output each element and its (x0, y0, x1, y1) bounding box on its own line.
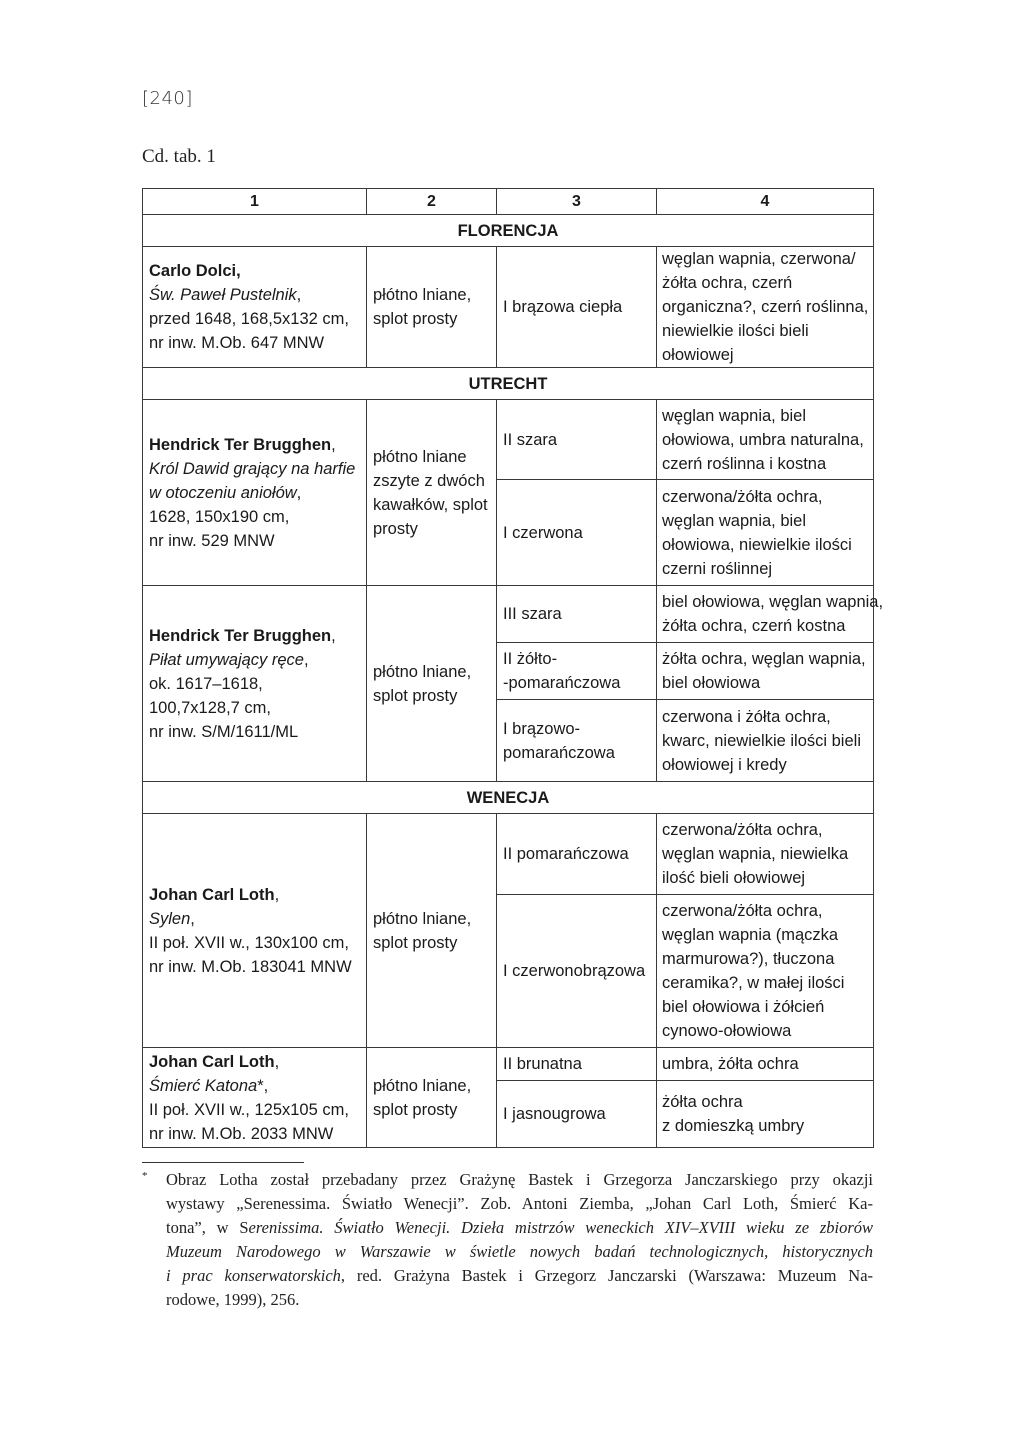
pigment-cell: czerwona i żółta ochra, kwarc, niewielkie ilości bieli ołowiowej i kredy (657, 700, 874, 782)
footnote-line: Muzeum Narodowego w Warszawie w świetle nowych badań technologicznych, historycznych (166, 1242, 873, 1261)
artist-name: Carlo Dolci, (149, 262, 241, 280)
inventory-number: nr inw. M.Ob. 183041 MNW (149, 957, 352, 976)
support-cell: płótno lniane, splot prosty (367, 247, 497, 368)
painting-title: Św. Paweł Pustelnik (149, 286, 297, 304)
table-row (143, 400, 874, 480)
footnote (142, 1168, 873, 1312)
inventory-number: nr inw. M.Ob. 2033 MNW (149, 1124, 334, 1143)
footnote-line: rodowe, 1999), 256. (166, 1290, 300, 1309)
painting-title: Piłat umywający ręce (149, 650, 304, 669)
layer-cell: I jasnougrowa (497, 1081, 657, 1148)
painting-cell: Johan Carl Loth, Śmierć Katona*, II poł. XVII w., 125x105 cm, nr inw. M.Ob. 2033 MNW (143, 1048, 367, 1148)
footnote-line: Obraz Lotha został przebadany przez Grażynę Bastek i Grzegorza Janczarskiego przy okazji (166, 1170, 873, 1189)
painting-cell: Hendrick Ter Brugghen, Król Dawid grający na harfie w otoczeniu aniołów, 1628, 150x190 cm, nr inw. 529 MNW (143, 400, 367, 586)
painting-details: przed 1648, 168,5x132 cm, (149, 310, 349, 328)
section-header-florencja: FLORENCJA (143, 215, 874, 247)
support-cell: płótno lniane, splot prosty (367, 1048, 497, 1148)
inventory-number: nr inw. M.Ob. 647 MNW (149, 334, 325, 352)
table-row (143, 814, 874, 895)
painting-cell: Johan Carl Loth, Sylen, II poł. XVII w., 130x100 cm, nr inw. M.Ob. 183041 MNW (143, 814, 367, 1048)
pigment-cell: czerwona/żółta ochra, węglan wapnia, niewielka ilość bieli ołowiowej (657, 814, 874, 895)
layer-cell: I brązowa ciepła (497, 247, 657, 368)
pigment-cell: czerwona/żółta ochra, węglan wapnia, biel ołowiowa, niewielkie ilości czerni roślinnej (657, 480, 874, 586)
layer-cell: I czerwonobrązowa (497, 895, 657, 1048)
inventory-number: nr inw. S/M/1611/ML (149, 722, 299, 741)
artist-name: Hendrick Ter Brugghen (149, 435, 332, 454)
layer-cell: I czerwona (497, 480, 657, 586)
artist-name: Hendrick Ter Brugghen (149, 626, 332, 645)
painting-details: ok. 1617–1618, (149, 674, 263, 693)
footnote-line: i prac konserwatorskich, red. Grażyna Bastek i Grzegorz Janczarski (Warszawa: Muzeum Na- (166, 1266, 874, 1285)
layer-cell: II szara (497, 400, 657, 480)
pigment-cell: czerwona/żółta ochra, węglan wapnia (mączka marmurowa?), tłuczona ceramika?, w małej ilości biel ołowiowa i żółcień cynowo-ołowiowa (657, 895, 874, 1048)
pigment-cell: biel ołowiowa, węglan wapnia, żółta ochra, czerń kostna (657, 586, 874, 643)
support-cell: płótno lniane, splot prosty (367, 814, 497, 1048)
painting-details: II poł. XVII w., 125x105 cm, (149, 1100, 349, 1119)
artist-name: Johan Carl Loth (149, 885, 275, 904)
support-cell: płótno lniane, splot prosty (367, 586, 497, 782)
painting-cell: Carlo Dolci, Św. Paweł Pustelnik, przed 1648, 168,5x132 cm, nr inw. M.Ob. 647 MNW (143, 247, 367, 368)
header-row (143, 189, 874, 215)
column-header-3: 3 (497, 189, 657, 215)
layer-cell: I brązowo- pomarańczowa (497, 700, 657, 782)
footnote-marker: * (142, 1170, 148, 1182)
footnote-line: tona”, w Serenissima. Światło Wenecji. Dzieła mistrzów weneckich XIV–XVIII wieku ze zbiorów (166, 1218, 873, 1237)
page-number: [240] (142, 88, 193, 109)
column-header-1: 1 (143, 189, 367, 215)
column-header-2: 2 (367, 189, 497, 215)
painting-title: Król Dawid grający na harfie (149, 459, 356, 478)
pigment-cell: umbra, żółta ochra (657, 1048, 874, 1081)
table-caption: Cd. tab. 1 (142, 146, 216, 167)
pigment-table (142, 188, 884, 1148)
pigment-cell: węglan wapnia, czerwona/ żółta ochra, czerń organiczna?, czerń roślinna, niewielkie ilości bieli ołowiowej (657, 247, 874, 368)
section-header-utrecht: UTRECHT (143, 368, 874, 400)
painting-title: Sylen (149, 909, 191, 928)
inventory-number: nr inw. 529 MNW (149, 531, 275, 550)
pigment-cell: węglan wapnia, biel ołowiowa, umbra naturalna, czerń roślinna i kostna (657, 400, 874, 480)
artist-name: Johan Carl Loth (149, 1052, 275, 1071)
layer-cell: II pomarańczowa (497, 814, 657, 895)
support-cell: płótno lniane zszyte z dwóch kawałków, splot prosty (367, 400, 497, 586)
pigment-cell: żółta ochra, węglan wapnia, biel ołowiowa (657, 643, 874, 700)
table-row (143, 1048, 874, 1081)
table-row (143, 247, 874, 368)
painting-title: Śmierć Katona (149, 1076, 258, 1095)
painting-details: II poł. XVII w., 130x100 cm, (149, 933, 349, 952)
layer-cell: III szara (497, 586, 657, 643)
section-header-wenecja: WENECJA (143, 782, 874, 814)
layer-cell: II brunatna (497, 1048, 657, 1081)
footnote-divider (142, 1162, 304, 1163)
pigment-cell: żółta ochra z domieszką umbry (657, 1081, 874, 1148)
layer-cell: II żółto- -pomarańczowa (497, 643, 657, 700)
footnote-line: wystawy „Serenessima. Światło Wenecji”. Zob. Antoni Ziemba, „Johan Carl Loth, Śmierć Ka- (166, 1194, 873, 1213)
column-header-4: 4 (657, 189, 874, 215)
painting-details: 1628, 150x190 cm, (149, 507, 290, 526)
table-row (143, 586, 874, 643)
painting-cell: Hendrick Ter Brugghen, Piłat umywający ręce, ok. 1617–1618, 100,7x128,7 cm, nr inw. S/M/1611/ML (143, 586, 367, 782)
